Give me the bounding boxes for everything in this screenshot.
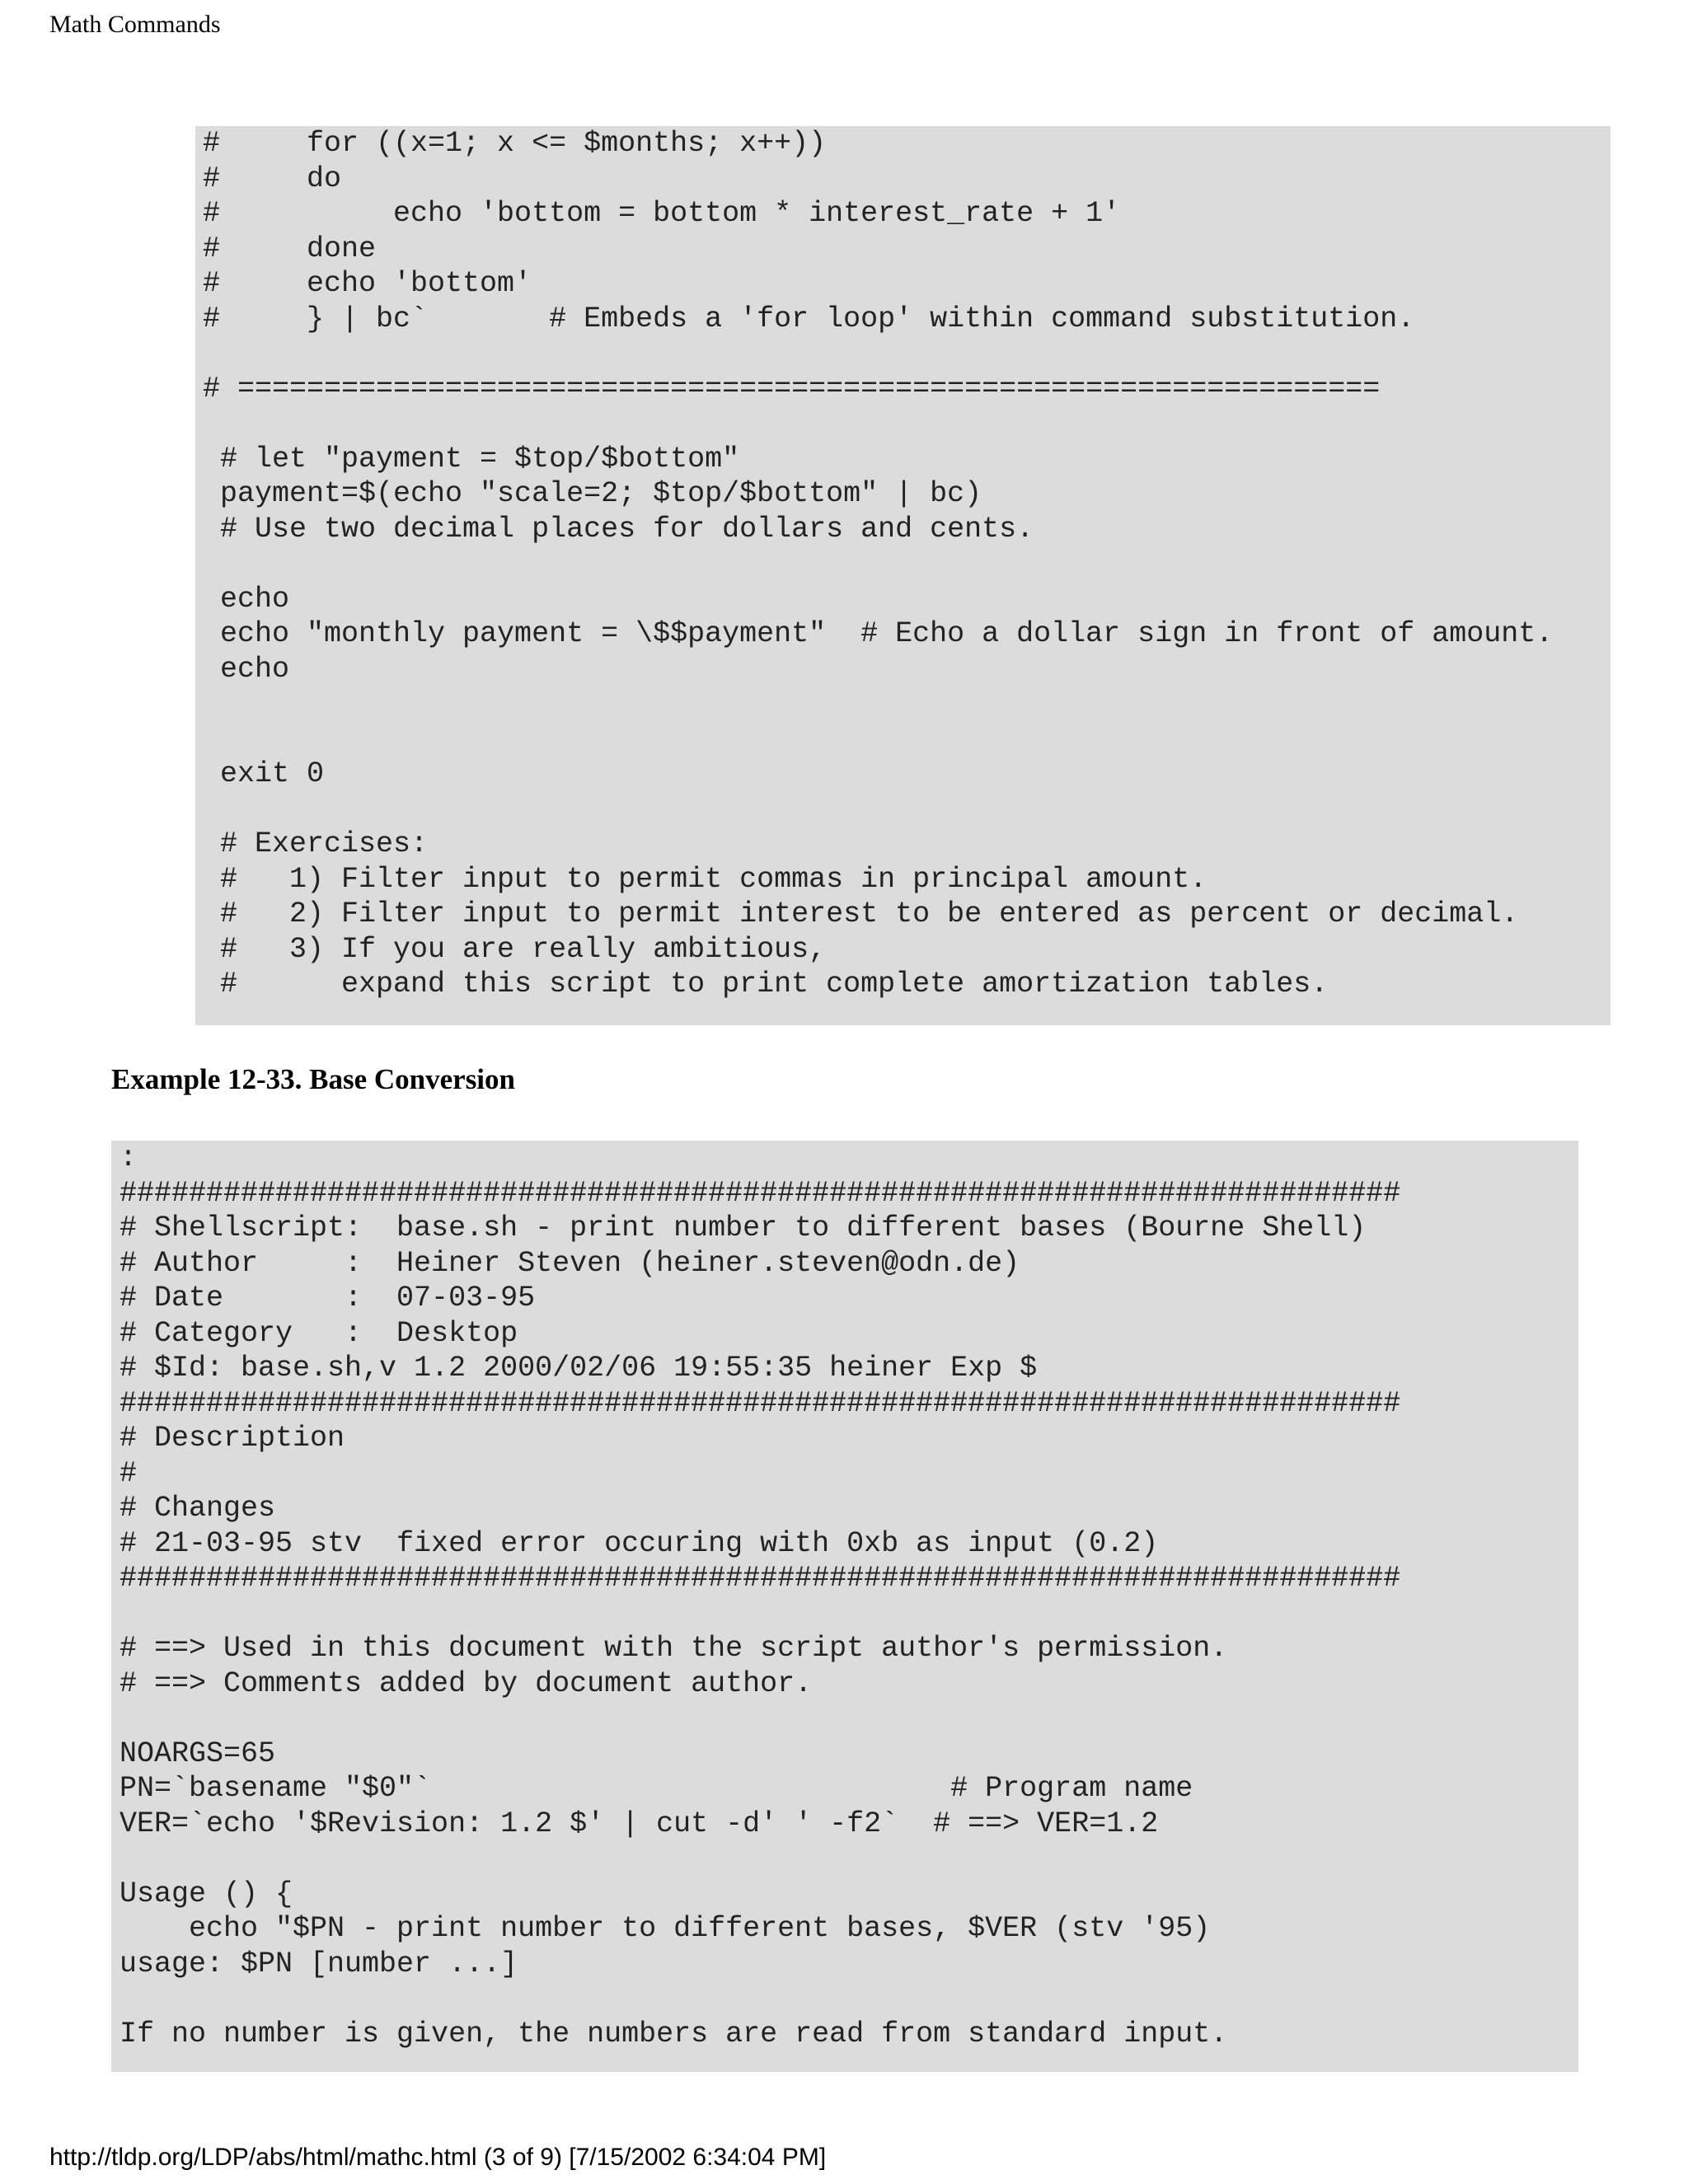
code-listing-payment: # for ((x=1; x <= $months; x++)) # do # echo 'bottom = bottom * interest_rate + 1' # done # echo 'bottom' # } | bc` # Embeds a 'for loop' within command substitution. # ================================================================== # let "payment = $top/$bottom" payment=$(echo "scale=2; $top/$bottom" | bc) # Use two decimal places for dollars and cents. echo echo "monthly payment = \$$payment" # Echo a dollar sign in front of amount. echo exit 0 # Exercises: # 1) Filter input to permit commas in principal amount. # 2) Filter input to permit interest to be entered as percent or decimal. # 3) If you are really ambitious, # expand this script to print complete amortization tables. [203, 127, 1554, 1001]
page-header: Math Commands [49, 11, 221, 38]
example-title: Example 12-33. Base Conversion [111, 1063, 515, 1095]
code-block-base-conversion [111, 1141, 1578, 2072]
page-footer-url: http://tldp.org/LDP/abs/html/mathc.html (3 of 9) [7/15/2002 6:34:04 PM] [49, 2144, 827, 2171]
code-listing-base-conversion: : ########################################################################## # Shellscript: base.sh - print number to different bases (Bourne Shell) # Author : Heiner Steven (heiner.steven@odn.de) # Date : 07-03-95 # Category : Desktop # $Id: base.sh,v 1.2 2000/02/06 19:55:35 heiner Exp $ ########################################################################## # Description # # Changes # 21-03-95 stv fixed error occuring with 0xb as input (0.2) ########################################################################## # ==> Used in this document with the script author's permission. # ==> Comments added by document author. NOARGS=65 PN=`basename "$0"` # Program name VER=`echo '$Revision: 1.2 $' | cut -d' ' -f2` # ==> VER=1.2 Usage () { echo "$PN - print number to different bases, $VER (stv '95) usage: $PN [number ...] If no number is given, the numbers are read from standard input. [120, 1141, 1401, 2050]
code-block-payment-script [195, 126, 1611, 1025]
